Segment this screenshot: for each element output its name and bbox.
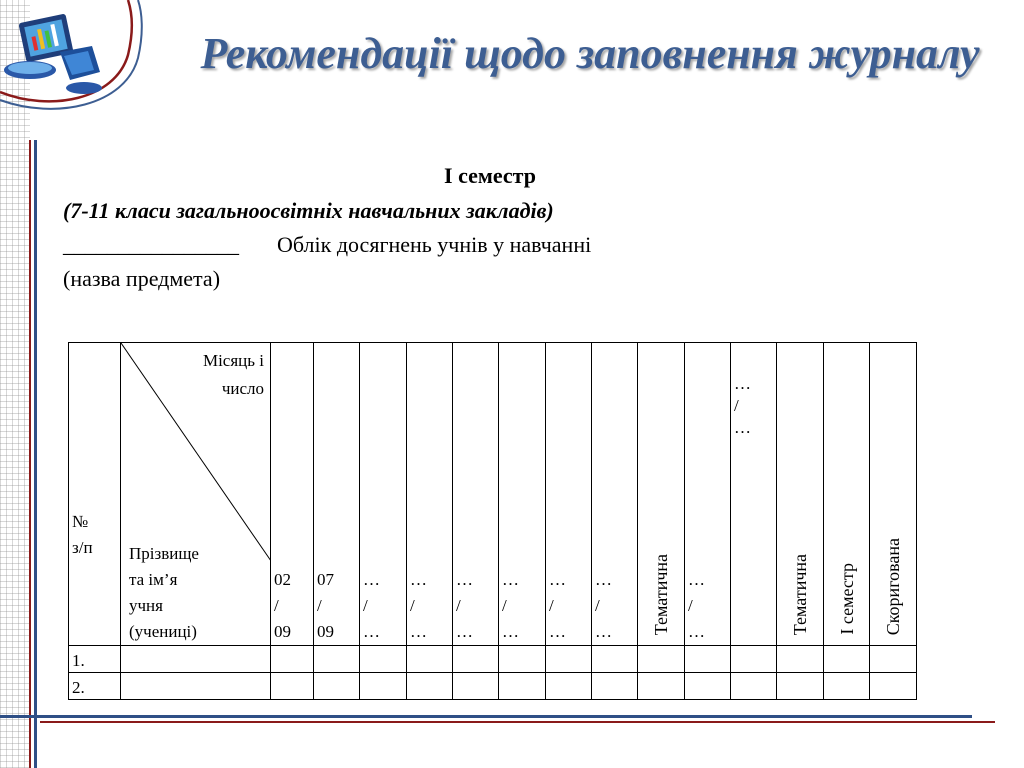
- month-label: Місяць і число: [202, 351, 264, 398]
- divider-horizontal-red: [40, 721, 995, 723]
- date-col-7: … / …: [546, 343, 592, 646]
- pupil-label: Прізвище та ім’я учня (учениці): [129, 544, 199, 641]
- thematic-col-1: Тематична: [638, 343, 685, 646]
- date-col-8: … / …: [592, 343, 638, 646]
- divider-horizontal-blue: [0, 715, 972, 718]
- divider-vertical-red: [29, 140, 31, 768]
- date-col-3: … / …: [360, 343, 407, 646]
- subject-caption: Облік досягнень учнів у навчанні: [277, 232, 592, 257]
- thematic-col-2: Тематична: [777, 343, 824, 646]
- journal-table: [68, 342, 917, 700]
- date-col-1: 02 / 09: [271, 343, 314, 646]
- corrected-col: Скоригована: [870, 343, 917, 646]
- row-number: 2.: [69, 673, 121, 700]
- page-title: Рекомендації щодо заповнення журналу: [200, 29, 980, 78]
- date-col-2: 07 / 09: [314, 343, 360, 646]
- header-row: [69, 343, 917, 646]
- date-col-4: … / …: [407, 343, 453, 646]
- date-col-10: … / …: [731, 343, 777, 646]
- subject-name-hint: (назва предмета): [63, 266, 221, 291]
- number-header: [69, 343, 121, 646]
- semester-heading: І семестр: [444, 163, 536, 188]
- date-col-5: … / …: [453, 343, 499, 646]
- table-row: [69, 673, 917, 700]
- table-row: [69, 646, 917, 673]
- date-col-6: … / …: [499, 343, 546, 646]
- computer-logo-icon: [0, 0, 150, 120]
- name-date-header: [121, 343, 271, 646]
- classes-subtitle: (7-11 класи загальноосвітніх навчальних закладів): [63, 198, 554, 223]
- subject-blank: ________________: [63, 232, 239, 257]
- divider-vertical-blue: [34, 140, 37, 768]
- semester-col: І семестр: [824, 343, 870, 646]
- date-col-9: … / …: [685, 343, 731, 646]
- subject-line: [63, 232, 591, 258]
- number-header-lines: № з/п: [72, 512, 93, 557]
- row-number: 1.: [69, 646, 121, 673]
